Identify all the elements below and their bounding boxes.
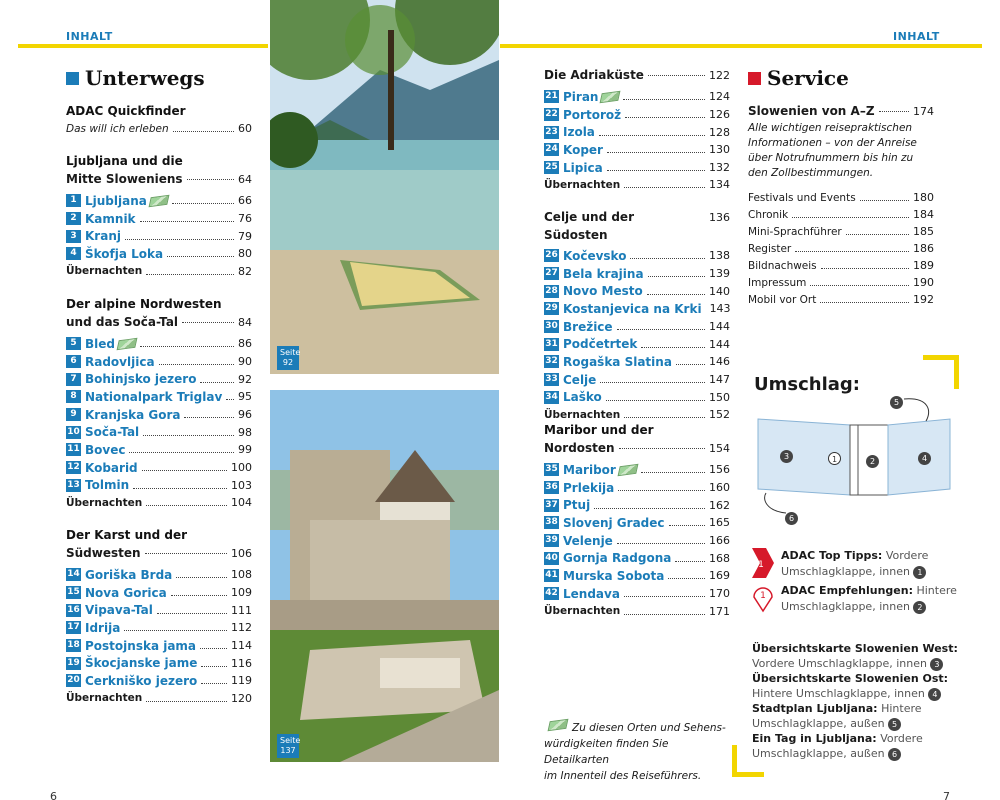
entry-page: 146 <box>709 355 730 369</box>
alpine-group <box>66 295 252 511</box>
entry-name: Piran <box>563 89 599 104</box>
entry-page: 116 <box>231 656 252 670</box>
toc-entry[interactable] <box>66 335 252 353</box>
entry-number-badge: 6 <box>66 355 81 368</box>
adria-group <box>544 66 730 193</box>
entry-name: Koper <box>563 142 603 157</box>
entry-name: Bela krajina <box>563 266 644 281</box>
entry-number-badge: 28 <box>545 285 558 296</box>
entry-name: Rogaška Slatina <box>563 354 672 369</box>
toc-entry[interactable] <box>544 335 730 353</box>
chapter-title-line[interactable]: Die Adriaküste 122 <box>544 68 730 82</box>
entry-number-badge: 11 <box>67 444 80 455</box>
detail-map-icon <box>600 91 621 103</box>
entry-number-badge: 1 <box>66 194 81 207</box>
ljubljana-group <box>66 152 252 280</box>
entry-page: 130 <box>709 143 730 157</box>
entry-number-badge: 33 <box>545 374 558 385</box>
detail-map-icon <box>617 464 638 476</box>
toc-entry[interactable] <box>544 300 730 318</box>
toc-entry[interactable] <box>66 441 252 459</box>
entry-name: Brežice <box>563 319 613 334</box>
blue-square-icon <box>66 72 79 85</box>
toc-entry[interactable] <box>66 192 252 210</box>
chapter-title-line[interactable]: Mitte Sloweniens 64 <box>66 172 252 186</box>
service-item[interactable]: Chronik 184 <box>748 208 934 221</box>
entry-page: 95 <box>238 390 252 404</box>
svg-text:1: 1 <box>760 591 766 601</box>
entry-name: Velenje <box>563 533 613 548</box>
entry-name: Ljubljana <box>85 193 147 208</box>
entry-number-badge: 5 <box>66 337 81 350</box>
entry-page: 103 <box>231 478 252 492</box>
chapter-title-line[interactable]: Südwesten 106 <box>66 546 252 560</box>
entry-number-badge: 8 <box>66 390 81 403</box>
cover-num-2: 2 <box>866 455 879 468</box>
entry-page: 156 <box>709 463 730 477</box>
entry-name: Cerkniško jezero <box>85 673 198 688</box>
entry-name: Kranjska Gora <box>85 407 181 422</box>
entry-name: Lendava <box>563 586 620 601</box>
chapter-title-line[interactable]: Celje und der Südosten 136 <box>544 210 730 242</box>
entry-name: Laško <box>563 390 602 405</box>
service-item[interactable]: Mobil vor Ort 192 <box>748 293 934 306</box>
entry-name: Nationalpark Triglav <box>85 389 223 404</box>
chapter-title: Maribor und der <box>544 423 654 437</box>
entry-page: 124 <box>709 90 730 104</box>
toc-entry[interactable] <box>66 619 252 637</box>
entry-name: Goriška Brda <box>85 567 173 582</box>
entry-number-badge: 23 <box>545 126 558 137</box>
entry-page: 160 <box>709 481 730 495</box>
entry-page: 100 <box>231 461 252 475</box>
entry-number-badge: 38 <box>545 517 558 528</box>
entry-name: Bled <box>85 336 115 351</box>
cover-num-3: 3 <box>780 450 793 463</box>
toc-entry[interactable] <box>66 459 252 477</box>
entry-page: 168 <box>709 551 730 565</box>
toc-entry[interactable] <box>544 514 730 532</box>
chapter-title: Der alpine Nordwesten <box>66 297 222 311</box>
service-item[interactable]: Register 186 <box>748 242 934 255</box>
service-item[interactable]: Bildnachweis 189 <box>748 259 934 272</box>
entry-number-badge: 10 <box>67 426 80 437</box>
entry-number-badge: 19 <box>67 657 80 668</box>
photo-page-label-bottom: Seite 137 <box>277 734 299 758</box>
toc-entry[interactable] <box>66 654 252 672</box>
entry-page: 98 <box>238 425 252 439</box>
entry-number-badge: 36 <box>545 482 558 493</box>
entry-page: 165 <box>709 516 730 530</box>
entry-number-badge: 37 <box>545 499 558 510</box>
empfehlung-marker-icon <box>752 583 774 613</box>
entry-number-badge: 4 <box>66 247 81 260</box>
toc-entry[interactable] <box>544 389 730 407</box>
entry-name: Prlekija <box>563 480 615 495</box>
overnight-line[interactable]: Übernachten 171 <box>544 604 730 618</box>
entry-number-badge: 16 <box>67 604 80 615</box>
entry-page: 99 <box>238 443 252 457</box>
map-note: Zu diesen Orten und Sehens- würdigkeiten finden Sie Detailkarten im Innenteil des Reiseführers. <box>544 722 726 782</box>
header-left-label: INHALT <box>66 30 113 43</box>
toc-entry[interactable] <box>66 227 252 245</box>
empfehlungen-num: 2 <box>913 601 926 614</box>
toc-entry[interactable] <box>544 549 730 567</box>
entry-number-badge: 14 <box>67 569 80 580</box>
entry-number-badge: 7 <box>66 373 81 386</box>
toc-entry[interactable] <box>544 479 730 497</box>
toc-entry[interactable] <box>544 265 730 283</box>
entry-name: Idrija <box>85 620 121 635</box>
overnight-line[interactable]: Übernachten 152 <box>544 408 730 422</box>
toc-entry[interactable] <box>66 672 252 690</box>
entry-name: Gornja Radgona <box>563 551 672 566</box>
service-item[interactable]: Mini-Sprachführer 185 <box>748 225 934 238</box>
entry-number-badge: 32 <box>545 356 558 367</box>
photo-page-label-top: Seite 92 <box>277 346 299 370</box>
entry-page: 170 <box>709 587 730 601</box>
entry-page: 144 <box>709 337 730 351</box>
entry-name: Izola <box>563 125 595 140</box>
chapter-title: Ljubljana und die <box>66 154 183 168</box>
entry-name: Kamnik <box>85 211 136 226</box>
toc-entry[interactable] <box>544 585 730 603</box>
quickfinder-line[interactable]: Das will ich erleben 60 <box>66 122 252 135</box>
entry-name: Novo Mesto <box>563 284 643 299</box>
toc-entry[interactable] <box>544 247 730 265</box>
entry-number-badge: 40 <box>545 552 558 563</box>
entry-page: 119 <box>231 674 252 688</box>
entry-page: 126 <box>709 108 730 122</box>
entry-page: 111 <box>231 603 252 617</box>
chapter-title-line[interactable]: Nordosten 154 <box>544 441 730 455</box>
entry-page: 96 <box>238 408 252 422</box>
entry-page: 109 <box>231 586 252 600</box>
svg-text:1: 1 <box>758 560 764 570</box>
toc-entry[interactable] <box>66 370 252 388</box>
service-az-line[interactable]: Slowenien von A–Z 174 <box>748 104 934 118</box>
entry-page: 114 <box>231 639 252 653</box>
entry-name: Slovenj Gradec <box>563 515 665 530</box>
overnight-line[interactable]: Übernachten 82 <box>66 264 252 278</box>
cover-num-6: 6 <box>785 512 798 525</box>
yellow-corner-top <box>923 355 959 389</box>
toc-entry[interactable] <box>544 532 730 550</box>
entry-name: Tolmin <box>85 478 130 493</box>
entry-number-badge: 39 <box>545 535 558 546</box>
celje-group <box>544 208 730 423</box>
entry-number-badge: 3 <box>66 230 81 243</box>
chapter-title-line[interactable]: und das Soča-Tal 84 <box>66 315 252 329</box>
top-tipps-num: 1 <box>913 566 926 579</box>
castle-illustration <box>270 390 499 762</box>
karst-group <box>66 526 252 707</box>
page-number-left: 6 <box>50 790 57 800</box>
entry-name: Ptuj <box>563 498 591 513</box>
entry-number-badge: 34 <box>545 391 558 402</box>
entry-number-badge: 30 <box>545 321 558 332</box>
entry-name: Vipava-Tal <box>85 603 153 618</box>
toc-entry[interactable] <box>66 245 252 263</box>
toc-entry[interactable] <box>544 141 730 159</box>
unterwegs-title: Unterwegs <box>66 66 205 90</box>
entry-number-badge: 26 <box>545 250 558 261</box>
red-square-icon <box>748 72 761 85</box>
entry-number-badge: 9 <box>66 408 81 421</box>
entry-page: 108 <box>231 568 252 582</box>
toc-entry[interactable] <box>544 496 730 514</box>
entry-name: Lipica <box>563 160 603 175</box>
service-item[interactable]: Festivals und Events 180 <box>748 191 934 204</box>
toc-entry[interactable] <box>66 584 252 602</box>
lake-boat-photo <box>270 0 499 374</box>
toc-entry[interactable] <box>66 388 252 406</box>
toc-entry[interactable] <box>66 210 252 228</box>
entry-page: 147 <box>709 373 730 387</box>
entry-page: 90 <box>238 355 252 369</box>
entry-name: Kobarid <box>85 460 138 475</box>
cover-legend: Übersichtskarte Slowenien West: Vordere Umschlagklappe, innen 3 Übersichtskarte Slowenien Ost: Hintere Umschlagklappe, innen 4 Stadtplan Ljubljana: Hintere Umschlagklappe, außen 5 Ein Tag in Ljubljana: Vordere Umschlagklappe, außen 6 <box>752 642 958 760</box>
entry-name: Škocjanske jame <box>85 656 198 671</box>
service-az-desc: Alle wichtigen reisepraktischen Informationen – von der Anreise über Notrufnummern bis hin zu den Zollbestimmungen. <box>748 122 917 179</box>
service-item[interactable]: Impressum 190 <box>748 276 934 289</box>
entry-number-badge: 2 <box>66 212 81 225</box>
toc-entry[interactable] <box>66 423 252 441</box>
quickfinder-group <box>66 102 252 137</box>
entry-name: Kranj <box>85 229 121 244</box>
entry-number-badge: 24 <box>545 144 558 155</box>
entry-number-badge: 12 <box>67 462 80 473</box>
service-group <box>748 102 934 308</box>
toc-entry[interactable] <box>544 353 730 371</box>
entry-number-badge: 29 <box>545 303 558 314</box>
top-tipps-text: ADAC Top Tipps: Vordere Umschlagklappe, innen 1 <box>781 549 929 578</box>
entry-number-badge: 15 <box>67 587 80 598</box>
entry-page: 112 <box>231 621 252 635</box>
toc-entry[interactable] <box>544 567 730 585</box>
entry-page: 79 <box>238 229 252 243</box>
entry-page: 132 <box>709 161 730 175</box>
castle-photo <box>270 390 499 762</box>
service-items <box>748 189 934 308</box>
entry-name: Soča-Tal <box>85 425 140 440</box>
entry-number-badge: 13 <box>67 479 80 490</box>
entry-number-badge: 17 <box>67 622 80 633</box>
entry-page: 140 <box>709 284 730 298</box>
entry-name: Nova Gorica <box>85 585 167 600</box>
cover-num-5: 5 <box>890 396 903 409</box>
entry-page: 143 <box>709 302 731 316</box>
toc-entry[interactable] <box>66 406 252 424</box>
entry-name: Postojnska jama <box>85 638 197 653</box>
entry-number-badge: 22 <box>545 109 558 120</box>
toc-entry[interactable] <box>66 601 252 619</box>
entry-name: Murska Sobota <box>563 568 665 583</box>
entry-number-badge: 25 <box>545 162 558 173</box>
entry-page: 139 <box>709 267 730 281</box>
entry-name: Kostanjevica na Krki <box>563 301 702 316</box>
entry-number-badge: 21 <box>545 91 558 102</box>
maribor-group <box>544 421 730 620</box>
entry-name: Bovec <box>85 442 126 457</box>
entry-page: 76 <box>238 212 252 226</box>
entry-name: Podčetrtek <box>563 337 638 352</box>
toc-entry[interactable] <box>544 123 730 141</box>
entry-page: 80 <box>238 247 252 261</box>
entry-name: Škofja Loka <box>85 246 164 261</box>
page-number-right: 7 <box>943 790 950 800</box>
toc-entry[interactable] <box>544 106 730 124</box>
entry-number-badge: 41 <box>545 570 558 581</box>
entry-page: 166 <box>709 534 730 548</box>
yellow-corner-bottom <box>732 745 764 777</box>
toc-entry[interactable] <box>66 353 252 371</box>
entry-number-badge: 18 <box>67 640 80 651</box>
service-title: Service <box>748 66 849 90</box>
entry-name: Bohinjsko jezero <box>85 372 197 387</box>
empfehlungen-text: ADAC Empfehlungen: Hintere Umschlagklappe, innen 2 <box>781 584 957 613</box>
entry-name: Kočevsko <box>563 248 627 263</box>
entry-name: Radovljica <box>85 354 155 369</box>
entry-page: 128 <box>709 125 730 139</box>
overnight-line[interactable]: Übernachten 134 <box>544 178 730 192</box>
entry-page: 138 <box>709 249 730 263</box>
entry-name: Portorož <box>563 107 622 122</box>
entry-page: 144 <box>709 320 730 334</box>
overnight-line[interactable]: Übernachten 120 <box>66 691 252 705</box>
entry-number-badge: 20 <box>67 675 80 686</box>
entry-number-badge: 42 <box>545 588 558 599</box>
entry-number-badge: 31 <box>545 338 558 349</box>
entry-page: 92 <box>238 372 252 386</box>
entry-page: 150 <box>709 390 730 404</box>
detail-map-icon <box>148 195 169 207</box>
entry-page: 66 <box>238 194 252 208</box>
overnight-line[interactable]: Übernachten 104 <box>66 496 252 510</box>
umschlag-title: Umschlag: <box>754 374 860 395</box>
cover-num-4: 4 <box>918 452 931 465</box>
header-rule-right <box>500 44 982 48</box>
toc-entry[interactable] <box>66 566 252 584</box>
entry-name: Maribor <box>563 462 616 477</box>
toc-entry[interactable] <box>544 461 730 479</box>
entry-page: 169 <box>709 569 730 583</box>
lake-boat-illustration <box>270 0 499 374</box>
toc-entry[interactable] <box>544 282 730 300</box>
header-rule-left <box>18 44 268 48</box>
entry-name: Celje <box>563 372 597 387</box>
entry-page: 162 <box>709 498 730 512</box>
toc-entry[interactable] <box>66 477 252 495</box>
entry-number-badge: 35 <box>545 464 558 475</box>
cover-num-1: 1 <box>828 452 841 465</box>
toc-entry[interactable] <box>544 371 730 389</box>
header-right-label: INHALT <box>893 30 940 43</box>
toc-entry[interactable] <box>544 159 730 177</box>
toc-entry[interactable] <box>66 637 252 655</box>
chapter-title: Der Karst und der <box>66 528 188 542</box>
toc-entry[interactable] <box>544 318 730 336</box>
entry-page: 86 <box>238 337 252 351</box>
toc-entry[interactable] <box>544 88 730 106</box>
detail-map-icon <box>117 338 138 350</box>
entry-number-badge: 27 <box>545 268 558 279</box>
top-tipp-marker-icon <box>752 548 774 578</box>
quickfinder-title: ADAC Quickfinder <box>66 104 186 118</box>
